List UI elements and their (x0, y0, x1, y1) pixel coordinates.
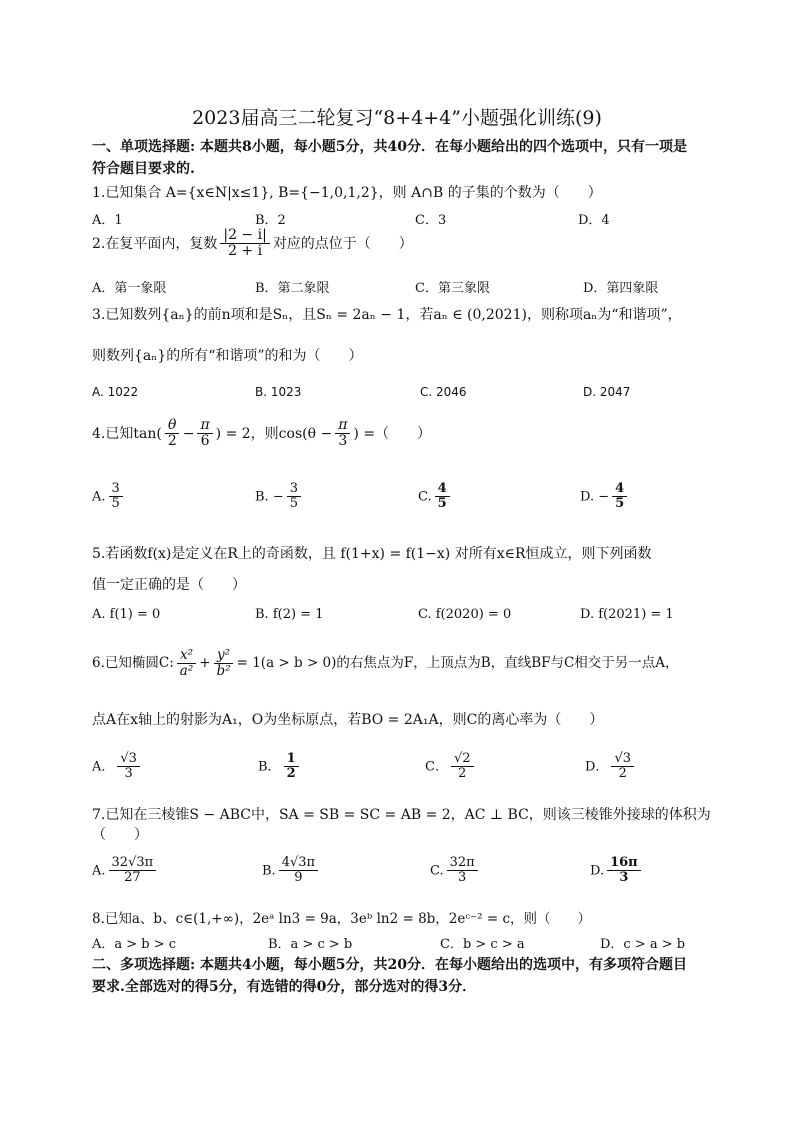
q2-option-c: C．第三象限 (415, 281, 490, 296)
q7-d-frac (607, 856, 641, 886)
q4-frac2-num: π (197, 418, 212, 434)
question-1-stem: 1.已知集合 A={x∈N|x≤1}, B={−1,0,1,2}，则 A∩B 的子集的个数为（ ） (92, 185, 602, 201)
q2-option-d: D．第四象限 (583, 281, 659, 296)
q7-b-num: 4√3π (279, 856, 318, 871)
q8-option-d: D．c > a > b (600, 937, 686, 952)
q3-option-d: D. 2047 (583, 385, 631, 399)
q4-c-frac (435, 482, 450, 512)
q7-option-c (430, 856, 481, 886)
q7-option-d (590, 856, 644, 886)
q4-d-den: 5 (615, 496, 625, 512)
question-3-line2: 则数列{aₙ}的所有“和谐项”的和为（ ） (92, 348, 363, 364)
page-title: 2023届高三二轮复习“8+4+4”小题强化训练(9) (192, 107, 602, 129)
q4-a-num: 3 (109, 482, 123, 497)
q4-frac1-den: 2 (167, 433, 177, 450)
q6-d-den: 2 (618, 766, 627, 782)
q4-frac2 (197, 418, 212, 450)
q7-a-num: 32√3π (109, 856, 157, 871)
q4-a-den: 5 (111, 496, 120, 512)
q7-c-den: 3 (458, 870, 467, 886)
q2-post: 对应的点位于（ ） (272, 235, 413, 252)
q7-a-label: A. (92, 863, 106, 879)
q6-b-num: 1 (284, 752, 299, 767)
q6-a-den: 3 (124, 766, 133, 782)
q4-mid: ) = 2，则cos(θ − (215, 425, 333, 442)
q4-option-a (92, 482, 126, 512)
q4-b-den: 5 (289, 496, 299, 512)
q8-option-c: C．b > c > a (440, 937, 525, 952)
question-5-line1: 5.若函数f(x)是定义在R上的奇函数，且 f(1+x) = f(1−x) 对所有x∈R恒成立，则下列函数 (92, 546, 652, 562)
question-3-line1: 3.已知数列{aₙ}的前n项和是Sₙ，且Sₙ = 2aₙ − 1，若aₙ ∈ (0,2021)，则称项aₙ为“和谐项”， (92, 307, 682, 323)
q6-a-label: A． (92, 759, 115, 775)
q3-option-b: B. 1023 (255, 385, 302, 399)
q6-d-num: √3 (611, 752, 634, 767)
q6-option-b (258, 752, 302, 782)
q6-c-frac (451, 752, 474, 782)
q8-option-b: B．a > c > b (268, 937, 353, 952)
q4-option-c (418, 482, 453, 512)
q4-frac3-num: π (335, 418, 350, 434)
section2-heading-line2: 要求.全部选对的得5分，有选错的得0分，部分选对的得3分． (92, 979, 477, 995)
q4-a-label: A. (92, 489, 106, 505)
section1-heading-line1: 一、单项选择题: 本题共8小题，每小题5分，共40分．在每小题给出的四个选项中，只有一项是 (92, 139, 688, 155)
q6-c-label: C． (425, 759, 448, 775)
q6-a-num: √3 (117, 752, 140, 767)
q1-option-c: C．3 (415, 213, 447, 228)
q4-c-num: 4 (435, 482, 450, 497)
question-6-line2: 点A在x轴上的射影为A₁，O为坐标原点，若BO = 2A₁A，则C的离心率为（ ） (92, 712, 604, 728)
q4-pre: 4.已知tan( (92, 425, 162, 442)
q2-fraction (220, 228, 269, 260)
q6-pre: 6.已知椭圆C: (92, 654, 174, 671)
q7-c-label: C. (430, 863, 444, 879)
q6-c-den: 2 (458, 766, 467, 782)
q4-b-sign: − (272, 489, 284, 505)
q4-frac3-den: 3 (338, 433, 348, 450)
question-5-line2: 值一定正确的是（ ） (92, 577, 246, 593)
q6-option-d (585, 752, 637, 782)
q2-option-b: B．第二象限 (255, 281, 330, 296)
question-7-line1: 7.已知在三棱锥S − ABC中，SA = SB = SC = AB = 2，AC ⊥ BC，则该三棱锥外接球的体积为 (92, 807, 711, 823)
q6-frac1-num: x² (177, 648, 196, 664)
q6-d-label: D． (585, 759, 609, 775)
q6-frac2 (214, 648, 234, 679)
q7-c-frac (447, 856, 478, 886)
q4-d-frac (612, 482, 627, 512)
q4-b-label: B. (255, 489, 269, 505)
q4-d-label: D. (580, 489, 595, 505)
question-7-line2: （ ） (92, 827, 148, 843)
q4-minus: − (182, 425, 195, 442)
q6-frac1-den: a² (179, 662, 194, 679)
q4-c-den: 5 (437, 496, 447, 512)
q4-option-b (255, 482, 304, 512)
q4-b-num: 3 (287, 482, 301, 497)
q7-b-den: 9 (294, 870, 303, 886)
q4-option-d (580, 482, 630, 512)
q6-b-frac (284, 752, 299, 782)
q7-a-frac (109, 856, 157, 886)
q4-frac1-num: θ (165, 418, 179, 434)
q4-a-frac (109, 482, 123, 512)
q6-post: = 1(a > b > 0)的右焦点为F，上顶点为B，直线BF与C相交于另一点A， (236, 654, 679, 671)
question-4-stem (92, 418, 431, 450)
q6-option-c (425, 752, 477, 782)
q5-option-c: C. f(2020) = 0 (418, 607, 512, 622)
q5-option-d: D. f(2021) = 1 (580, 607, 674, 622)
q4-d-sign: − (598, 489, 610, 505)
q4-frac2-den: 6 (200, 433, 210, 450)
q1-option-b: B．2 (255, 213, 286, 228)
question-8-stem: 8.已知a、b、c∈(1,+∞)，2eᵃ ln3 = 9a，3eᵇ ln2 = 8b，2eᶜ⁻² = c，则（ ） (92, 911, 592, 927)
q2-pre: 2.在复平面内，复数 (92, 235, 218, 252)
q2-denominator: 2 + i (228, 243, 263, 260)
q7-c-num: 32π (447, 856, 478, 871)
q7-a-den: 27 (124, 870, 141, 886)
q3-option-a: A. 1022 (92, 385, 139, 399)
q2-numerator: |2 − i| (220, 228, 269, 244)
q8-option-a: A．a > b > c (92, 937, 177, 952)
q3-option-c: C. 2046 (420, 385, 467, 399)
q4-d-num: 4 (612, 482, 627, 497)
q4-post: ) =（ ） (353, 425, 432, 442)
q6-c-num: √2 (451, 752, 474, 767)
q5-option-a: A. f(1) = 0 (92, 607, 161, 622)
q4-c-label: C. (418, 489, 432, 505)
q6-frac2-num: y² (214, 648, 233, 664)
section2-heading-line1: 二、多项选择题: 本题共4小题，每小题5分，共20分．在每小题给出的选项中，有多项符合题目 (92, 957, 688, 973)
section1-heading-line2: 符合题目要求的. (92, 161, 195, 177)
q7-option-a (92, 856, 159, 886)
q7-b-label: B. (262, 863, 276, 879)
q7-d-label: D. (590, 863, 605, 879)
q4-b-frac (287, 482, 301, 512)
q4-frac1 (165, 418, 180, 450)
q1-option-a: A．1 (92, 213, 123, 228)
q6-d-frac (611, 752, 634, 782)
q6-frac1 (177, 648, 196, 679)
q6-frac2-den: b² (216, 662, 231, 679)
q2-option-a: A．第一象限 (92, 281, 167, 296)
q6-plus: + (199, 654, 211, 671)
q6-a-frac (117, 752, 140, 782)
q4-frac3 (335, 418, 350, 450)
question-2-stem (92, 228, 413, 260)
q6-b-den: 2 (286, 766, 296, 782)
q1-option-d: D．4 (578, 213, 610, 228)
q7-b-frac (279, 856, 318, 886)
q6-b-label: B． (258, 759, 281, 775)
q5-option-b: B. f(2) = 1 (255, 607, 324, 622)
q7-d-den: 3 (619, 870, 629, 886)
q7-d-num: 16π (607, 856, 641, 871)
q6-option-a (92, 752, 143, 782)
q7-option-b (262, 856, 321, 886)
question-6-line1 (92, 648, 679, 679)
